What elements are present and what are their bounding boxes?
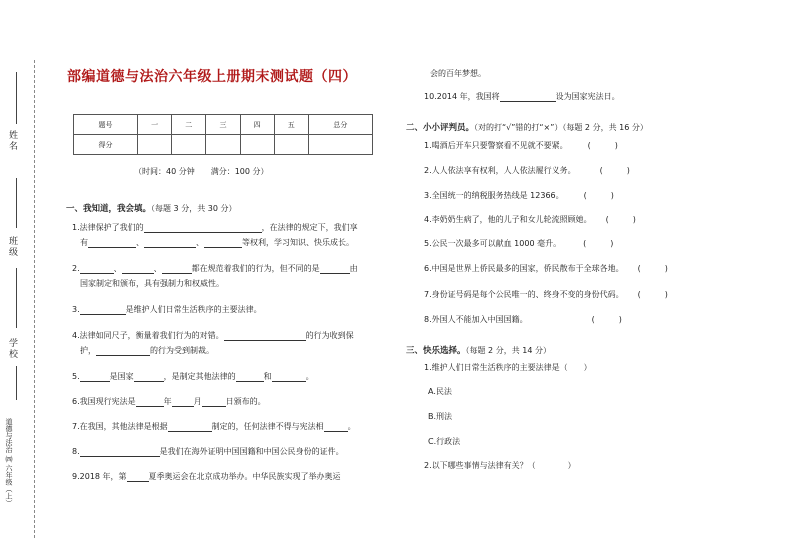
q-text: 、 xyxy=(136,238,144,247)
answer-bracket[interactable]: ( ) xyxy=(605,215,636,224)
answer-blank[interactable] xyxy=(80,306,126,315)
exam-info: （时间：40 分钟 满分：100 分） xyxy=(134,167,269,176)
q-text: 6.中国是世界上侨民最多的国家，侨民散布于全球各地。 xyxy=(424,264,624,273)
section3-score: （每题 2 分，共 14 分） xyxy=(465,346,551,355)
answer-bracket[interactable]: ( ) xyxy=(599,166,630,175)
q-text: 、 xyxy=(196,238,204,247)
score-table-cell: 二 xyxy=(172,115,206,135)
question-1-5 xyxy=(72,371,314,382)
q-text: 的行为受到制裁。 xyxy=(150,346,214,355)
score-table-cell: 三 xyxy=(206,115,240,135)
class-label: 班级 xyxy=(7,236,17,258)
score-entry-cell[interactable] xyxy=(240,135,274,155)
q-text: 设为国家宪法日。 xyxy=(555,92,620,101)
answer-blank[interactable] xyxy=(144,239,196,248)
q-text: 8. xyxy=(72,447,80,456)
class-field-line xyxy=(16,178,17,228)
q-text: 是国家 xyxy=(109,372,134,381)
question-1-9-cont: 会的百年梦想。 xyxy=(430,69,486,78)
answer-blank[interactable] xyxy=(122,265,154,274)
judge-item xyxy=(424,214,636,225)
question-1-1 xyxy=(72,222,358,233)
question-1-2-cont: 国家制定和颁布，具有强制力和权威性。 xyxy=(80,279,224,288)
q-text: 2. xyxy=(72,264,80,273)
score-entry-cell[interactable] xyxy=(138,135,172,155)
q-text: 5. xyxy=(72,372,80,381)
class-field xyxy=(16,268,17,328)
q-text: 有 xyxy=(80,238,88,247)
answer-blank[interactable] xyxy=(127,473,149,482)
answer-bracket[interactable]: ( ) xyxy=(583,239,614,248)
judge-item xyxy=(424,140,618,151)
q-text: 等权利，学习知识、快乐成长。 xyxy=(242,238,354,247)
score-table xyxy=(73,114,373,155)
question-1-4 xyxy=(72,330,354,341)
question-1-7 xyxy=(72,421,356,432)
q-text: 1.法律保护了我们的 xyxy=(72,223,144,232)
subject-label: 道德与法治 ㈣ 六年级（上） xyxy=(5,418,13,507)
section2-score: （对的打“√”错的打“×”）（每题 2 分，共 16 分） xyxy=(474,123,648,132)
q-text: 10.2014 年，我国将 xyxy=(424,92,500,101)
judge-item xyxy=(424,314,622,325)
q-text: 1.喝酒后开车只要警察看不见就不要紧。 xyxy=(424,141,568,150)
q-text: 、 xyxy=(153,264,162,273)
section1-heading: 一、我知道，我会填。 xyxy=(66,204,152,214)
answer-blank[interactable] xyxy=(96,347,150,356)
answer-blank[interactable] xyxy=(324,423,348,432)
q-text: 年 xyxy=(163,397,172,406)
q-text: 3.全国统一的纳税服务热线是 12366。 xyxy=(424,191,564,200)
section3-heading-row xyxy=(406,338,551,357)
q-text: 、 xyxy=(113,264,122,273)
question-1-6 xyxy=(72,396,266,407)
name-label: 姓名 xyxy=(7,130,17,152)
score-entry-cell[interactable] xyxy=(172,135,206,155)
choice-option-c[interactable]: C.行政法 xyxy=(428,437,461,446)
answer-bracket[interactable]: ( ) xyxy=(583,191,614,200)
judge-item xyxy=(424,263,668,274)
score-table-cell: 一 xyxy=(138,115,172,135)
school-label: 学校 xyxy=(7,338,17,360)
judge-item xyxy=(424,165,630,176)
answer-blank[interactable] xyxy=(144,224,262,233)
score-table-score-row xyxy=(74,135,373,155)
score-table-cell: 得分 xyxy=(74,135,138,155)
judge-item xyxy=(424,238,613,249)
answer-bracket[interactable]: ( ) xyxy=(587,141,618,150)
judge-item xyxy=(424,289,668,300)
q-text: 由 xyxy=(349,264,358,273)
q-text: 3. xyxy=(72,305,80,314)
section1-heading-row xyxy=(66,196,236,215)
choice-question-1: 1.维护人们日常生活秩序的主要法律是（ ） xyxy=(424,363,592,372)
q-text: 制定的，任何法律不得与宪法相 xyxy=(211,422,324,431)
score-table-cell: 题号 xyxy=(74,115,138,135)
section2-heading: 二、小小评判员。 xyxy=(406,123,475,133)
question-1-10 xyxy=(424,91,620,102)
q-text: 4.李奶奶生病了，他的儿子和女儿轮流照顾她。 xyxy=(424,215,592,224)
q-text: 都在规范着我们的行为，但不同的是 xyxy=(191,264,320,273)
choice-question-2: 2.以下哪些事情与法律有关？（ ） xyxy=(424,461,576,470)
question-1-8 xyxy=(72,446,344,457)
q-text: 6.我国现行宪法是 xyxy=(72,397,136,406)
judge-item xyxy=(424,190,614,201)
q-text: 日颁布的。 xyxy=(225,397,266,406)
score-entry-cell[interactable] xyxy=(308,135,372,155)
answer-blank[interactable] xyxy=(168,423,212,432)
score-table-header-row xyxy=(74,115,373,135)
question-1-2 xyxy=(72,263,358,274)
answer-bracket[interactable]: ( ) xyxy=(637,290,668,299)
q-text: 和 xyxy=(263,372,272,381)
answer-blank[interactable] xyxy=(88,239,136,248)
choice-option-b[interactable]: B.刑法 xyxy=(428,412,453,421)
answer-bracket[interactable]: ( ) xyxy=(637,264,668,273)
q-text: 5.公民一次最多可以献血 1000 毫升。 xyxy=(424,239,562,248)
answer-blank[interactable] xyxy=(204,239,242,248)
q-text: ，在法律的规定下，我们享 xyxy=(261,223,358,232)
answer-blank[interactable] xyxy=(202,398,226,407)
binding-line xyxy=(34,60,35,538)
q-text: 9.2018 年，第 xyxy=(72,472,127,481)
score-table-cell: 四 xyxy=(240,115,274,135)
q-text: 。 xyxy=(347,422,356,431)
answer-blank[interactable] xyxy=(236,373,264,382)
q-text: 7.身份证号码是每个公民唯一的、终身不变的身份代码。 xyxy=(424,290,624,299)
answer-blank[interactable] xyxy=(172,398,194,407)
q-text: 4.法律如同尺子，衡量着我们行为的对错。 xyxy=(72,331,224,340)
q-text: 的行为收到保 xyxy=(305,331,354,340)
question-1-4-cont xyxy=(80,345,214,356)
q-text: 2.人人依法享有权利，人人依法履行义务。 xyxy=(424,166,576,175)
q-text: 是我们在海外证明中国国籍和中国公民身份的证件。 xyxy=(159,447,344,456)
section1-score: （每题 3 分，共 30 分） xyxy=(151,204,237,213)
answer-blank[interactable] xyxy=(224,332,306,341)
answer-blank[interactable] xyxy=(136,398,164,407)
q-text: 8.外国人不能加入中国国籍。 xyxy=(424,315,528,324)
q-text: 7.在我国，其他法律是根据 xyxy=(72,422,168,431)
answer-bracket[interactable]: ( ) xyxy=(591,315,622,324)
section2-heading-row xyxy=(406,115,648,134)
name-field xyxy=(16,72,17,124)
school-field xyxy=(16,366,17,400)
score-entry-cell[interactable] xyxy=(206,135,240,155)
choice-option-a[interactable]: A.民法 xyxy=(428,387,452,396)
question-1-1-cont xyxy=(80,237,354,248)
answer-blank[interactable] xyxy=(134,373,164,382)
score-entry-cell[interactable] xyxy=(274,135,308,155)
q-text: 夏季奥运会在北京成功举办。中华民族实现了举办奥运 xyxy=(148,472,341,481)
answer-blank[interactable] xyxy=(80,373,110,382)
question-1-9 xyxy=(72,471,341,482)
answer-blank[interactable] xyxy=(80,265,114,274)
question-1-3 xyxy=(72,304,262,315)
q-text: 是维护人们日常生活秩序的主要法律。 xyxy=(125,305,262,314)
section3-heading: 三、快乐选择。 xyxy=(406,346,466,356)
q-text: 。 xyxy=(305,372,314,381)
answer-blank[interactable] xyxy=(162,265,192,274)
score-table-cell: 五 xyxy=(274,115,308,135)
q-text: ，是制定其他法律的 xyxy=(163,372,236,381)
page-title: 部编道德与法治六年级上册期末测试题（四） xyxy=(67,69,357,85)
q-text: 护， xyxy=(80,346,96,355)
answer-blank[interactable] xyxy=(272,373,306,382)
q-text: 月 xyxy=(193,397,202,406)
score-table-cell: 总分 xyxy=(308,115,372,135)
answer-blank[interactable] xyxy=(500,93,556,102)
answer-blank[interactable] xyxy=(80,448,160,457)
answer-blank[interactable] xyxy=(320,265,350,274)
